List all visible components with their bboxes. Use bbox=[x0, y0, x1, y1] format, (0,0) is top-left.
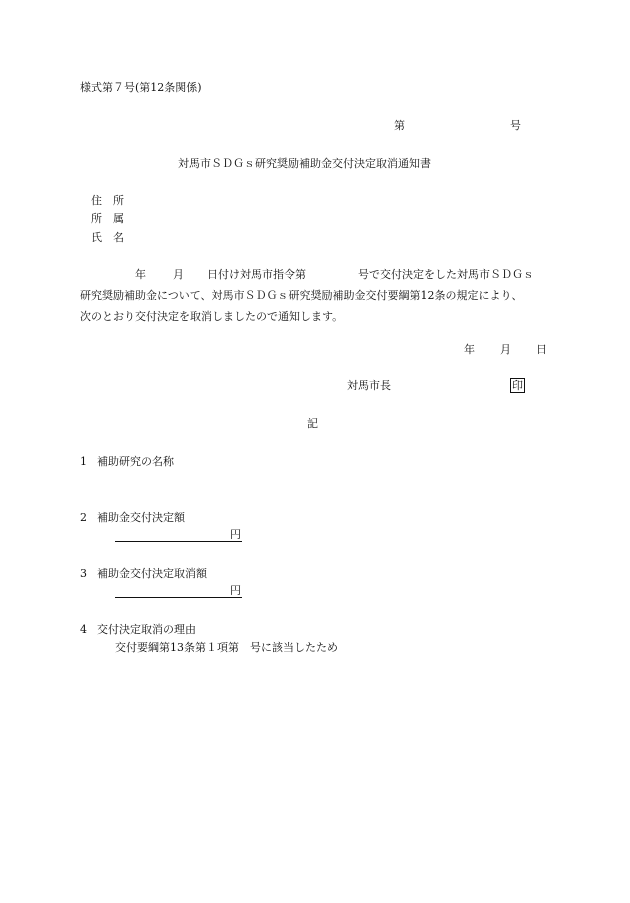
item-1-label: 補助研究の名称 bbox=[97, 455, 174, 468]
item-2-unit: 円 bbox=[230, 528, 241, 541]
number-prefix: 第 bbox=[394, 119, 405, 132]
item-2-amount-underline bbox=[115, 541, 242, 542]
affiliation-label: 所 属 bbox=[91, 212, 124, 225]
item-3-label: 補助金交付決定取消額 bbox=[97, 567, 207, 580]
item-3-number: 3 bbox=[80, 567, 87, 580]
address-label: 住 所 bbox=[91, 194, 124, 207]
body-after-number: 号で交付決定をした対馬市ＳＤＧｓ bbox=[358, 268, 534, 281]
item-1-number: 1 bbox=[80, 455, 87, 468]
issue-year: 年 bbox=[464, 343, 475, 356]
body-paragraph bbox=[80, 285, 560, 327]
item-4-label: 交付決定取消の理由 bbox=[97, 623, 196, 636]
item-4-detail: 交付要綱第13条第１項第 号に該当したため bbox=[115, 641, 338, 654]
issuer-title: 対馬市長 bbox=[347, 379, 391, 392]
body-year: 年 bbox=[135, 268, 146, 281]
body-line-2: 研究奨励補助金について、対馬市ＳＤＧｓ研究奨励補助金交付要綱第12条の規定により、 bbox=[80, 289, 523, 302]
document-title: 対馬市ＳＤＧｓ研究奨励補助金交付決定取消通知書 bbox=[178, 157, 431, 170]
number-suffix: 号 bbox=[510, 119, 521, 132]
item-4-number: 4 bbox=[80, 623, 87, 636]
body-line-3: 次のとおり交付決定を取消しましたので通知します。 bbox=[80, 310, 344, 323]
seal-mark: 印 bbox=[512, 379, 523, 392]
item-3-unit: 円 bbox=[230, 584, 241, 597]
form-label: 様式第７号(第12条関係) bbox=[80, 81, 202, 94]
item-3-amount-underline bbox=[115, 597, 242, 598]
ki-heading: 記 bbox=[307, 417, 318, 430]
issue-day: 日 bbox=[536, 343, 547, 356]
body-month: 月 bbox=[173, 268, 184, 281]
item-2-label: 補助金交付決定額 bbox=[97, 511, 185, 524]
issue-month: 月 bbox=[500, 343, 511, 356]
item-2-number: 2 bbox=[80, 511, 87, 524]
name-label: 氏 名 bbox=[91, 231, 124, 244]
body-date-text: 日付け対馬市指令第 bbox=[207, 268, 306, 281]
